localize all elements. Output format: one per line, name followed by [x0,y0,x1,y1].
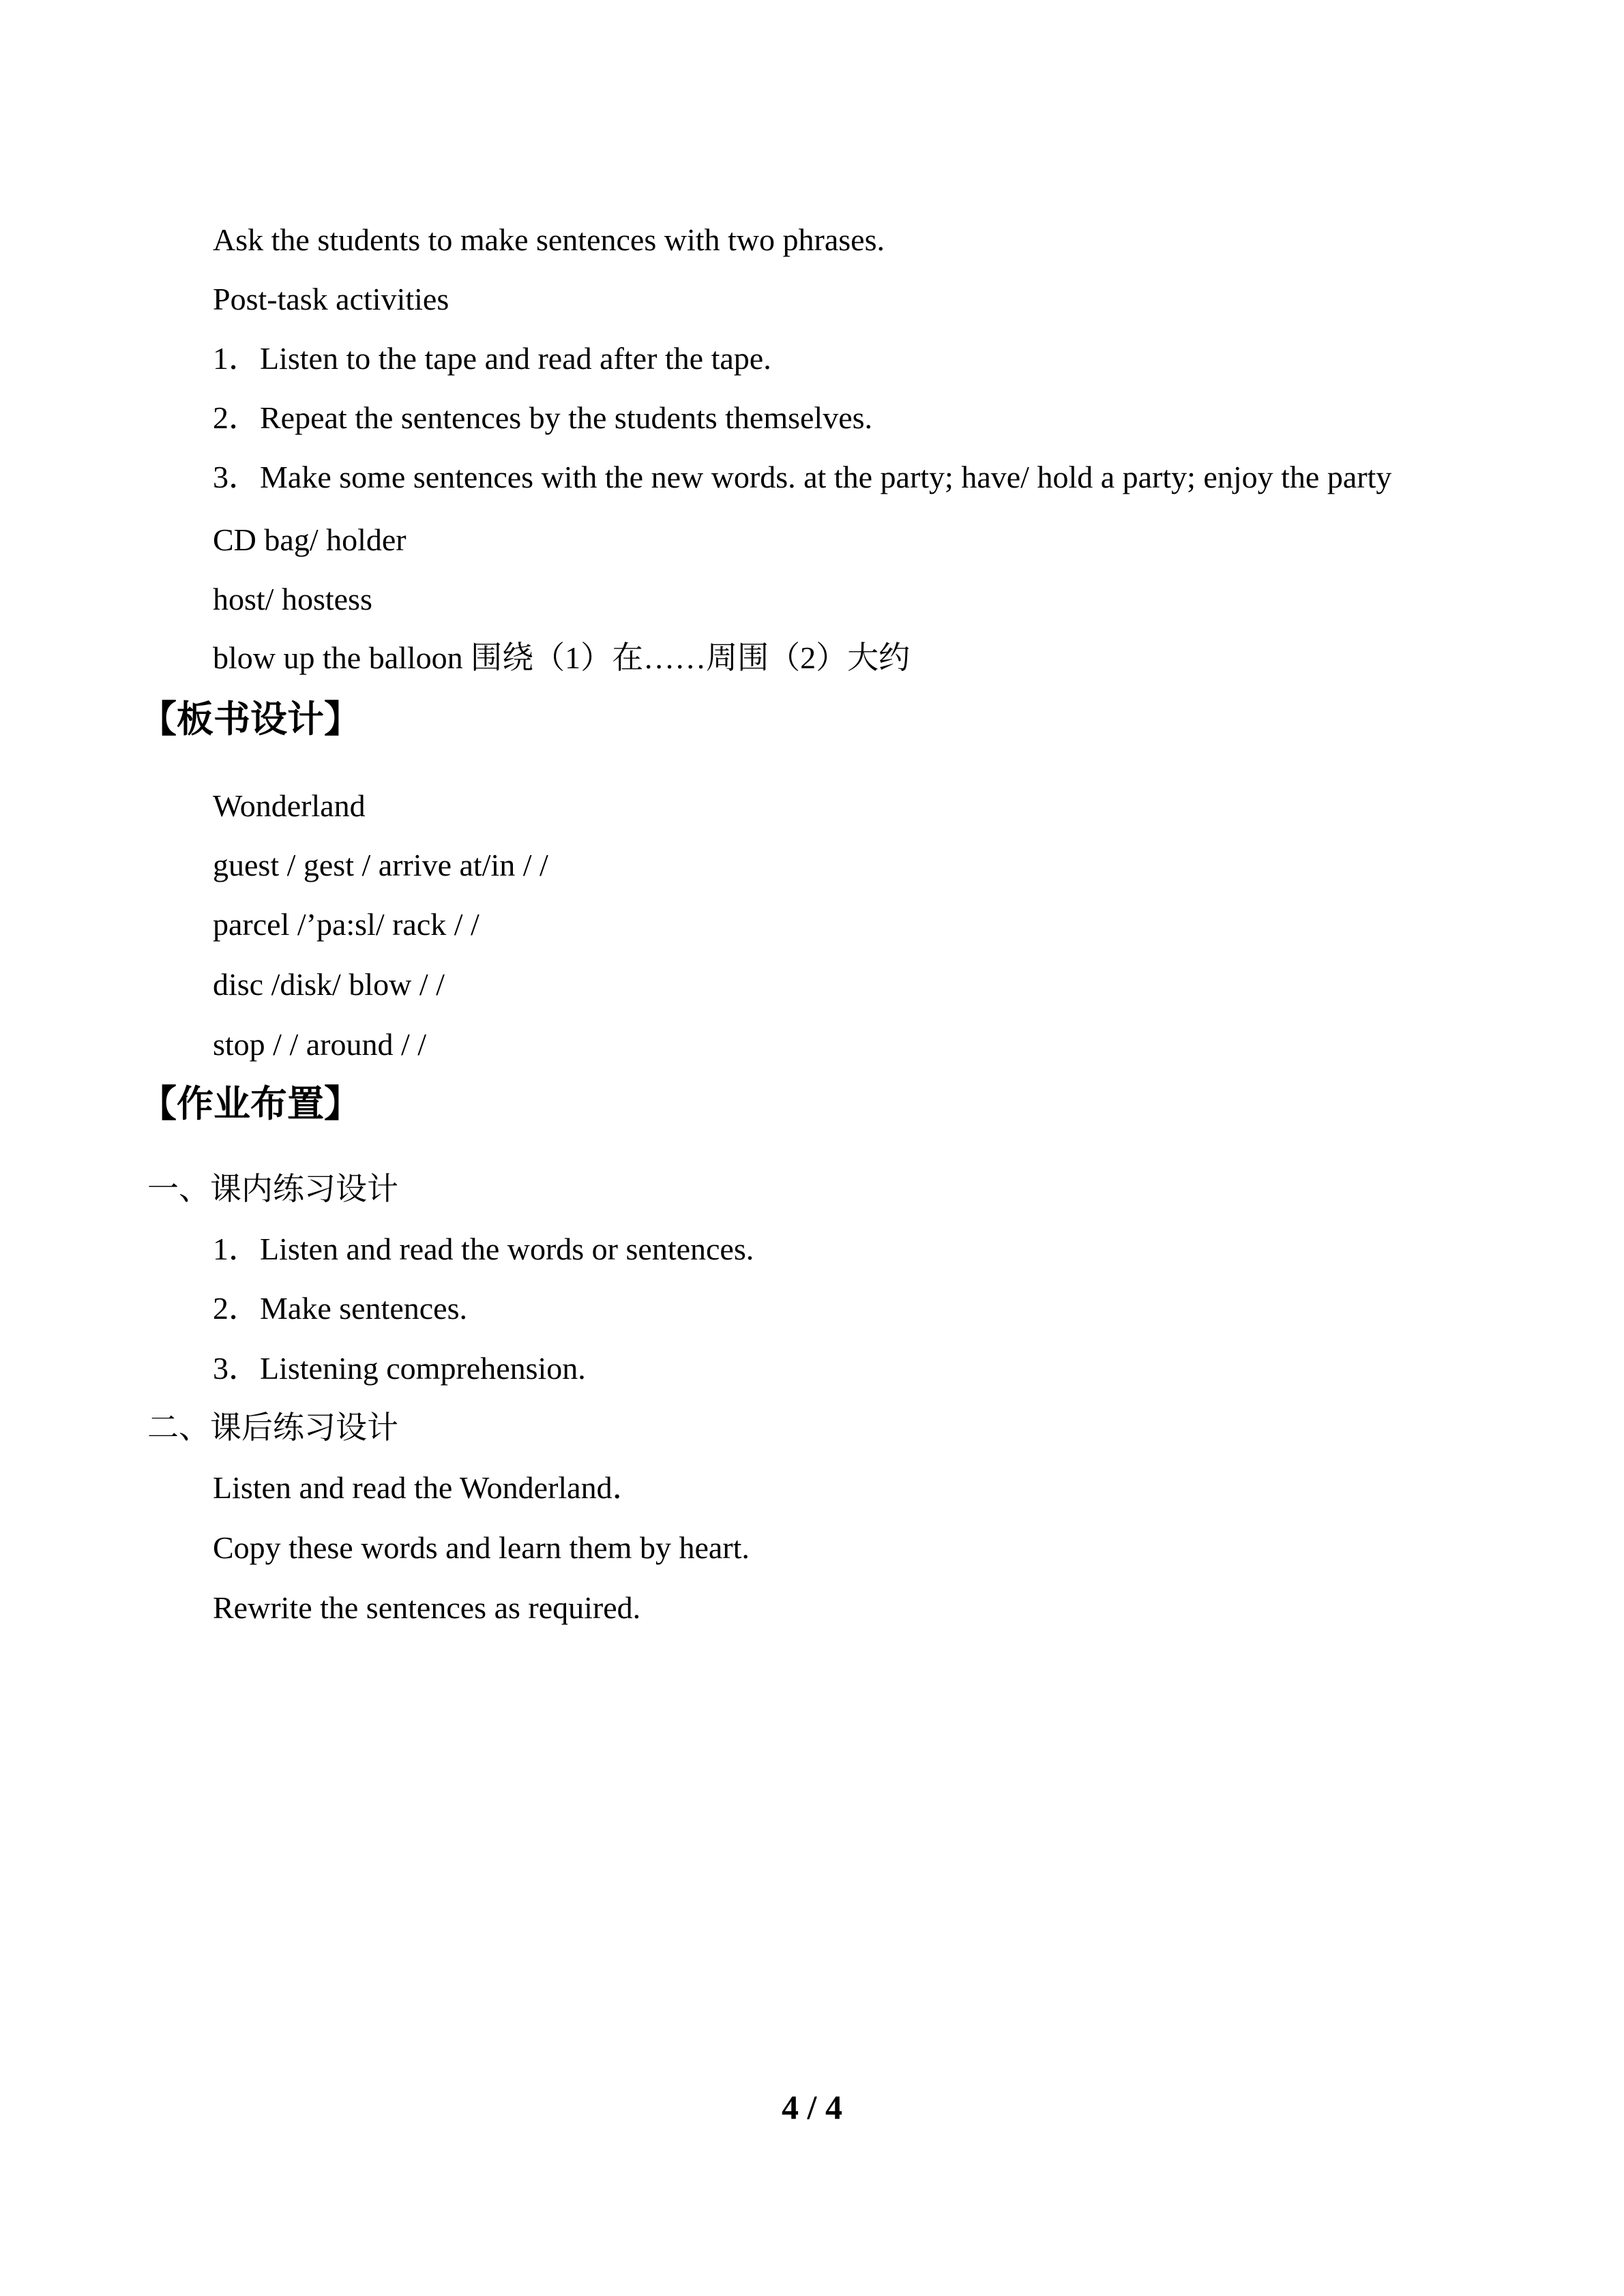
after-class-label: 二、课后练习设计 [147,1410,398,1445]
phrase-line-3: blow up the balloon 围绕（1）在……周围（2）大约 [213,640,911,675]
in-class-item-1: 1．Listen and read the words or sentences. [213,1232,754,1266]
post-task-item-2: 2．Repeat the sentences by the students themselves. [213,400,873,435]
after-class-item-3: Rewrite the sentences as required. [213,1590,641,1625]
in-class-item-3: 3．Listening comprehension. [213,1351,586,1386]
board-design-heading: 【板书设计】 [140,698,361,741]
instruction-line: Ask the students to make sentences with two phrases. [213,222,885,257]
board-line-1: Wonderland [213,788,366,823]
after-class-item-1: Listen and read the Wonderland． [213,1470,644,1505]
in-class-item-2: 2．Make sentences. [213,1291,467,1326]
phrase-line-2: host/ hostess [213,582,372,616]
after-class-item-2: Copy these words and learn them by heart. [213,1530,750,1565]
post-task-item-1: 1．Listen to the tape and read after the tape. [213,341,771,376]
phrase-line-1: CD bag/ holder [213,522,407,557]
board-line-3: parcel /’pa:sl/ rack / / [213,907,479,942]
post-task-item-3: 3．Make some sentences with the new words. at the party; have/ hold a party; enjoy the party [213,460,1392,494]
board-line-5: stop / / around / / [213,1027,427,1062]
in-class-label: 一、课内练习设计 [147,1172,398,1206]
board-line-2: guest / gest / arrive at/in / / [213,848,548,882]
page-number: 4 / 4 [782,2088,842,2126]
board-line-4: disc /disk/ blow / / [213,967,445,1002]
homework-heading: 【作业布置】 [140,1082,361,1125]
post-task-heading: Post-task activities [213,282,449,316]
